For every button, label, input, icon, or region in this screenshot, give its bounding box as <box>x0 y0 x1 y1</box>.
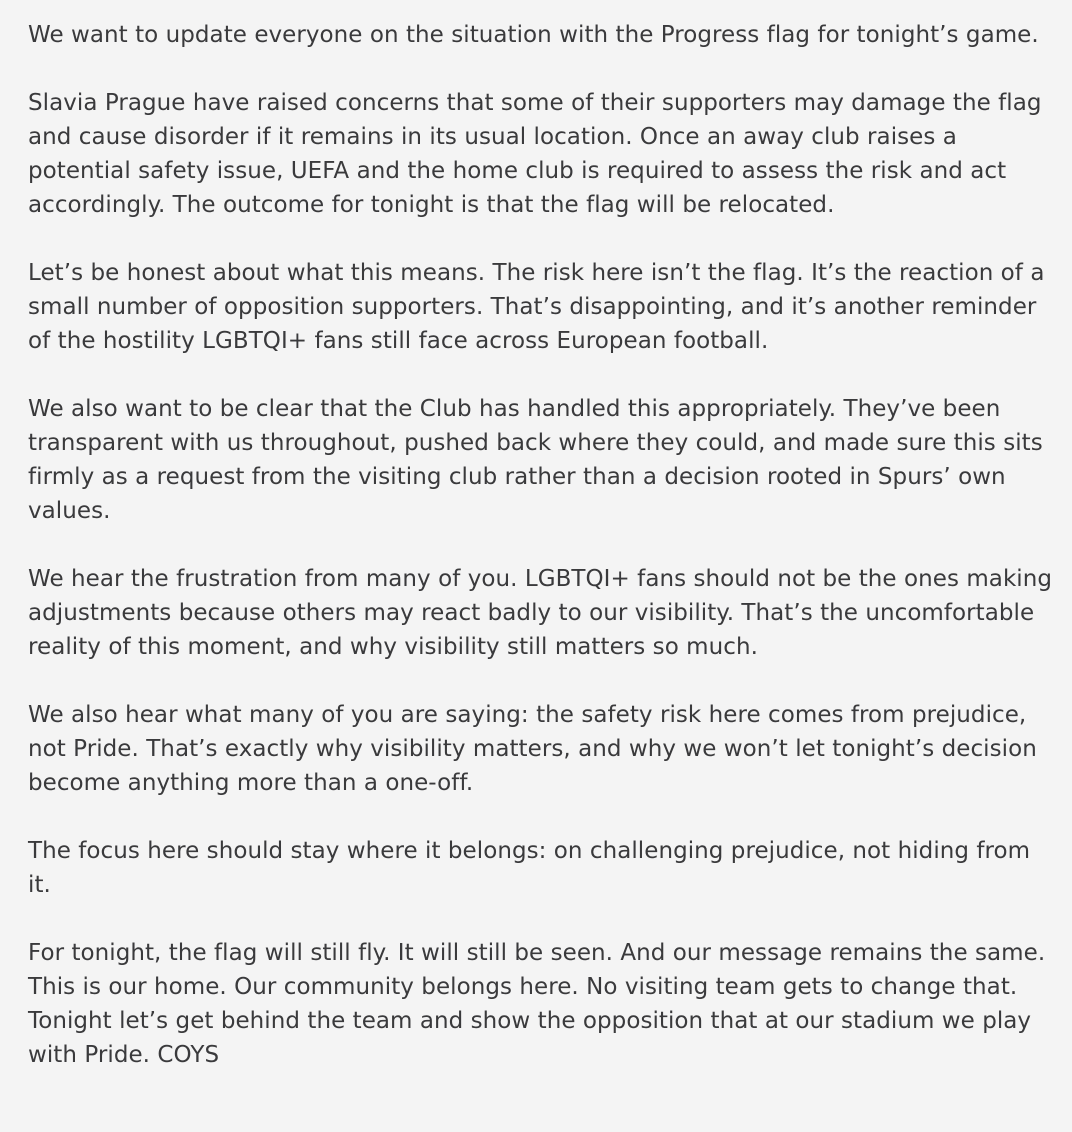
paragraph-2: Slavia Prague have raised concerns that some of their supporters may damage the flag and cause disorder if it remains in its usual location. Once an away club raises a potential safety issue, UEFA and the home club is required to assess the risk and act accordingly. The outcome for tonight is that the flag will be relocated. <box>28 90 1042 218</box>
paragraph-4: We also want to be clear that the Club has handled this appropriately. They’ve been transparent with us throughout, pushed back where they could, and made sure this sits firmly as a request from the visiting club rather than a decision rooted in Spurs’ own values. <box>28 396 1043 524</box>
paragraph-8: For tonight, the flag will still fly. It will still be seen. And our message remains the same. This is our home. Our community belongs here. No visiting team gets to change that. Tonight let’s get behind the team and show the opposition that at our stadium we play with Pride. COYS <box>28 940 1046 1068</box>
paragraph-5: We hear the frustration from many of you. LGBTQI+ fans should not be the ones making adjustments because others may react badly to our visibility. That’s the uncomfortable reality of this moment, and why visibility still matters so much. <box>28 566 1053 660</box>
paragraph-6: We also hear what many of you are saying: the safety risk here comes from prejudice, not Pride. That’s exactly why visibility matters, and why we won’t let tonight’s decision become anything more than a one-off. <box>28 702 1037 796</box>
paragraph-3: Let’s be honest about what this means. The risk here isn’t the flag. It’s the reaction of a small number of opposition supporters. That’s disappointing, and it’s another reminder of the hostility LGBTQI+ fans still face across European football. <box>28 260 1045 354</box>
paragraph-7: The focus here should stay where it belongs: on challenging prejudice, not hiding from it. <box>28 838 1031 898</box>
statement-text <box>28 18 1058 1072</box>
paragraph-1: We want to update everyone on the situation with the Progress flag for tonight’s game. <box>28 22 1039 48</box>
